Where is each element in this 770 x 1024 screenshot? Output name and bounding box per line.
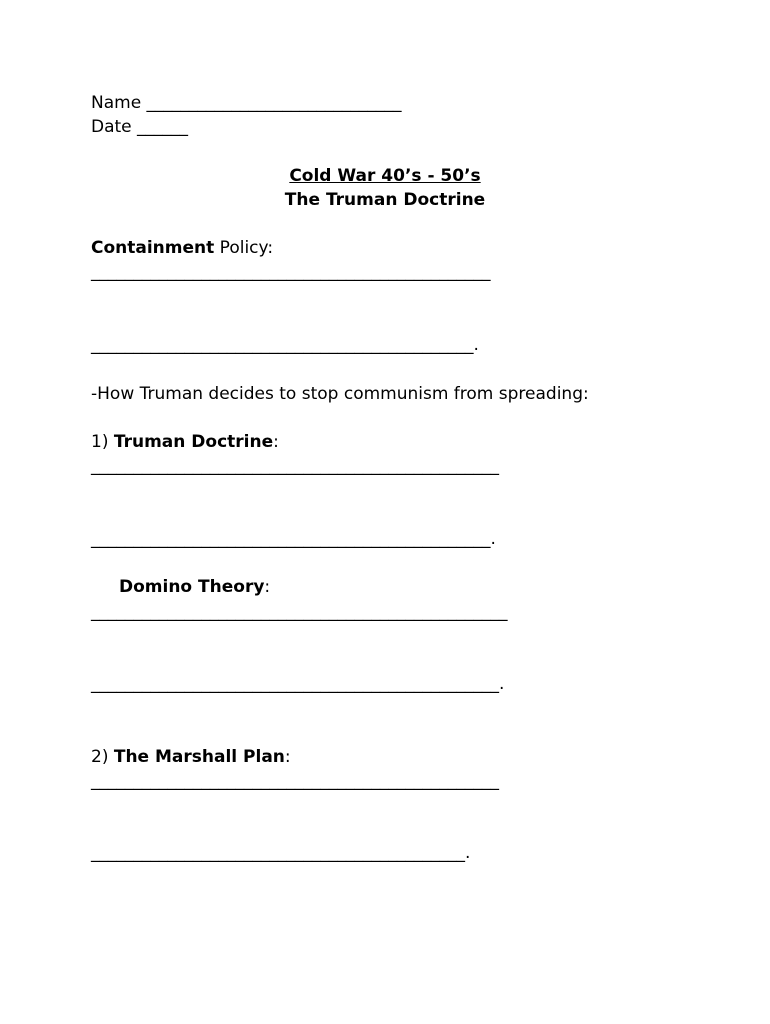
marshall-plan-blank-1: ________________________________________________ [91, 771, 499, 791]
containment-label-rest: Policy: [214, 238, 274, 258]
domino-theory-label [119, 576, 270, 598]
truman-doctrine-colon: : [273, 432, 279, 452]
domino-theory-blank-2: ________________________________________________. [91, 674, 505, 694]
containment-label [91, 237, 273, 259]
marshall-plan-label [91, 746, 291, 768]
page-title: Cold War 40’s - 50’s [289, 166, 481, 186]
domino-theory-blank-1: _________________________________________________ [91, 602, 508, 622]
intro-question: -How Truman decides to stop communism from spreading: [91, 384, 589, 404]
truman-doctrine-number: 1) [91, 432, 114, 452]
marshall-plan-number: 2) [91, 747, 114, 767]
containment-blank-1: _______________________________________________ [91, 262, 491, 282]
marshall-plan-blank-2: ____________________________________________. [91, 843, 471, 863]
containment-term: Containment [91, 238, 215, 258]
truman-doctrine-blank-2: _______________________________________________. [91, 529, 496, 549]
name-line: Name ______________________________ [91, 93, 402, 113]
marshall-plan-colon: : [284, 747, 291, 767]
date-line: Date ______ [91, 117, 189, 137]
truman-doctrine-blank-1: ________________________________________________ [91, 456, 499, 476]
truman-doctrine-term: Truman Doctrine [113, 432, 274, 452]
domino-theory-term: Domino Theory [119, 577, 265, 597]
domino-theory-colon: : [264, 577, 271, 597]
page-subtitle: The Truman Doctrine [284, 190, 486, 210]
truman-doctrine-label [91, 431, 279, 453]
containment-blank-2: _____________________________________________. [91, 335, 479, 355]
marshall-plan-term: The Marshall Plan [113, 747, 285, 767]
